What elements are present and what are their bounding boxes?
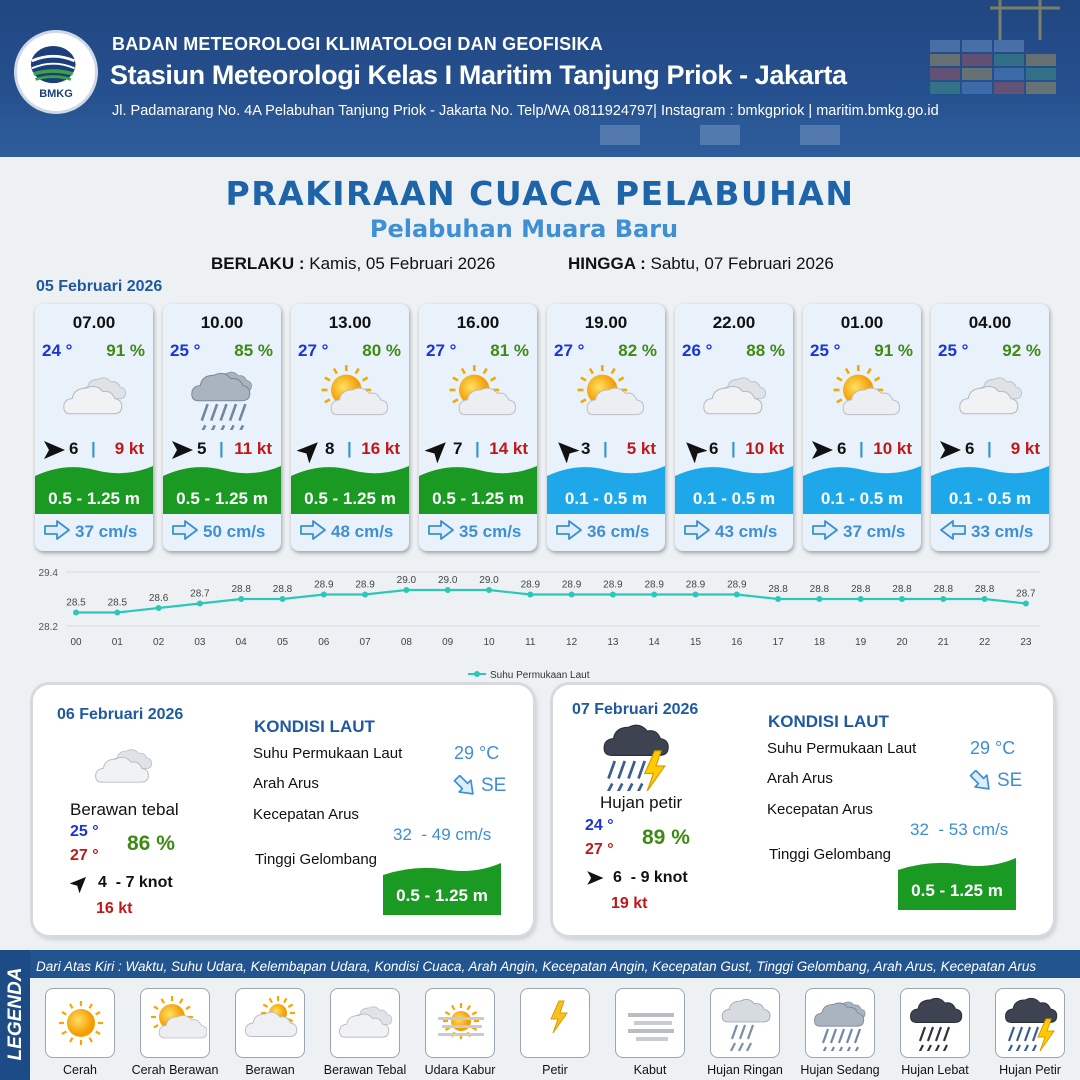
current-arrow (939, 520, 967, 540)
x-tick-label: 09 (442, 637, 454, 648)
data-point (651, 592, 657, 598)
day-humidity: 86 % (127, 832, 175, 855)
legend-item-label: Berawan Tebal (323, 1063, 407, 1077)
weather-icon (311, 364, 391, 430)
data-point (775, 596, 781, 602)
day-gust: 16 kt (96, 900, 133, 917)
wave-height: 0.5 - 1.25 m (48, 489, 140, 508)
wave-height: 0.1 - 0.5 m (692, 489, 776, 508)
day-date: 07 Februari 2026 (572, 701, 699, 718)
wind-direction-icon (41, 437, 67, 463)
legend-item (995, 988, 1065, 1058)
y-tick-label: 29.4 (38, 568, 58, 579)
x-tick-label: 12 (566, 637, 578, 648)
humidity: 81 % (490, 341, 529, 360)
humidity: 82 % (618, 341, 657, 360)
data-label: 29.0 (479, 575, 499, 586)
current-speed-value: 32 - 49 cm/s (393, 825, 492, 844)
udara-kabur-icon (430, 995, 492, 1051)
x-tick-label: 04 (235, 637, 247, 648)
wind-arrow (169, 437, 195, 463)
day-wind-speed: 4 - 7 knot (98, 874, 173, 891)
hujan-sedang-icon (183, 364, 263, 430)
data-point (238, 596, 244, 602)
data-point (569, 592, 575, 598)
data-label: 28.8 (768, 584, 788, 595)
current-direction-arrow (452, 775, 478, 802)
x-tick-label: 00 (70, 637, 82, 648)
legend-item (520, 988, 590, 1058)
current-arrow (555, 520, 583, 540)
legend-item-label: Kabut (633, 1063, 667, 1077)
data-point (280, 596, 286, 602)
wave-height: 0.5 - 1.25 m (304, 489, 396, 508)
wind-speed: 7 (453, 439, 463, 458)
data-label: 28.5 (107, 597, 128, 609)
current-speed-value: 32 - 53 cm/s (910, 820, 1009, 839)
current-speed: 36 cm/s (587, 522, 650, 541)
wind-separator: | (859, 439, 864, 458)
forecast-card (163, 304, 281, 551)
x-tick-label: 21 (937, 637, 949, 648)
current-speed: 33 cm/s (971, 522, 1034, 541)
berawan-tebal-icon (89, 737, 159, 797)
x-tick-label: 13 (607, 637, 619, 648)
data-label: 28.9 (561, 579, 582, 591)
day-wave-value: 0.5 - 1.25 m (911, 881, 1003, 900)
day-condition: Berawan tebal (70, 800, 179, 819)
day-humidity: 89 % (642, 826, 690, 849)
y-tick-label: 28.2 (38, 622, 58, 633)
current-arrow (43, 520, 71, 540)
forecast-card (803, 304, 921, 551)
x-tick-label: 03 (194, 637, 206, 648)
data-point (899, 596, 905, 602)
current-direction-icon (452, 775, 478, 797)
day-panel-06 (33, 685, 533, 935)
validity-to (568, 254, 834, 274)
legend-item-label: Hujan Ringan (707, 1063, 783, 1077)
wind-direction-icon (937, 437, 963, 463)
air-temperature: 25 ° (170, 341, 201, 360)
weather-icon (951, 364, 1031, 430)
legend-item (45, 988, 115, 1058)
data-point (321, 592, 327, 598)
wind-arrow (297, 437, 323, 463)
current-arrow (683, 520, 711, 540)
validity-to-value: Sabtu, 07 Februari 2026 (650, 254, 834, 273)
wind-direction-icon (681, 437, 707, 463)
data-point (197, 601, 203, 607)
day-temp-min: 25 ° (70, 823, 99, 840)
gust-speed: 10 kt (873, 439, 912, 458)
weather-icon (567, 364, 647, 430)
x-tick-label: 06 (318, 637, 330, 648)
sst-label: Suhu Permukaan Laut (767, 740, 917, 757)
forecast-time: 04.00 (968, 313, 1012, 332)
x-tick-label: 23 (1020, 637, 1032, 648)
data-label: 28.9 (727, 579, 747, 591)
data-point (816, 596, 822, 602)
berawan-icon (240, 995, 302, 1051)
validity-from (211, 254, 495, 274)
x-tick-label: 10 (483, 637, 495, 648)
data-label: 28.8 (933, 584, 954, 595)
current-direction-value: SE (997, 770, 1023, 791)
wave-height: 0.1 - 0.5 m (948, 489, 1032, 508)
wave-height: 0.1 - 0.5 m (564, 489, 648, 508)
legend-item-label: Hujan Sedang (800, 1063, 880, 1077)
sst-series-line (76, 590, 1026, 613)
hujan-petir-icon (591, 721, 681, 791)
wind-arrow (681, 437, 707, 463)
day-weather-icon (591, 721, 681, 796)
wind-direction-icon (425, 437, 451, 463)
current-direction-icon (171, 520, 199, 540)
wind-separator: | (91, 439, 96, 458)
legend-label: Suhu Permukaan Laut (490, 670, 590, 681)
legend-item (615, 988, 685, 1058)
current-direction-label: Arah Arus (253, 775, 319, 792)
data-point (156, 605, 162, 611)
forecast-time: 19.00 (584, 313, 628, 332)
berawan-tebal-icon (695, 364, 775, 430)
gust-speed: 9 kt (1010, 439, 1040, 458)
x-tick-label: 01 (111, 637, 123, 648)
data-point (982, 596, 988, 602)
current-arrow (299, 520, 327, 540)
wave-height-label: Tinggi Gelombang (255, 851, 378, 868)
wind-arrow (809, 437, 835, 463)
day-weather-icon (89, 737, 159, 802)
legend-item (900, 988, 970, 1058)
current-direction-icon (427, 520, 455, 540)
berawan-tebal-icon (335, 995, 397, 1051)
kabut-icon (620, 995, 682, 1051)
wind-separator: | (731, 439, 736, 458)
gust-speed: 5 kt (626, 439, 656, 458)
current-direction-icon (939, 520, 967, 540)
legend-item-label: Cerah Berawan (131, 1063, 219, 1077)
current-speed: 48 cm/s (331, 522, 394, 541)
weather-icon (823, 364, 903, 430)
data-label: 29.0 (396, 575, 417, 586)
forecast-time: 22.00 (712, 313, 756, 332)
bmkg-logo (14, 30, 98, 114)
day-wave-value: 0.5 - 1.25 m (396, 886, 488, 905)
hujan-lebat-icon (905, 995, 967, 1051)
data-label: 28.7 (1016, 588, 1036, 600)
forecast-time: 10.00 (200, 313, 244, 332)
legend-item (330, 988, 400, 1058)
day-temp-max: 27 ° (585, 841, 614, 858)
x-tick-label: 07 (359, 637, 371, 648)
current-speed-label: Kecepatan Arus (767, 801, 873, 818)
legend-item (425, 988, 495, 1058)
air-temperature: 25 ° (810, 341, 841, 360)
data-label: 28.8 (850, 584, 871, 595)
page-subtitle: Pelabuhan Muara Baru (369, 215, 679, 243)
current-direction-icon (683, 520, 711, 540)
wind-speed: 8 (325, 439, 335, 458)
air-temperature: 25 ° (938, 341, 969, 360)
current-speed: 50 cm/s (203, 522, 266, 541)
air-temperature: 24 ° (42, 341, 73, 360)
current-speed: 37 cm/s (843, 522, 906, 541)
x-tick-label: 05 (276, 637, 289, 648)
wind-arrow (41, 437, 67, 463)
validity-from-value: Kamis, 05 Februari 2026 (309, 254, 496, 273)
day-date: 06 Februari 2026 (57, 706, 184, 723)
wind-separator: | (987, 439, 992, 458)
cerah-icon (50, 995, 112, 1051)
data-point (734, 592, 740, 598)
cerah-berawan-icon (439, 364, 519, 430)
gust-speed: 10 kt (745, 439, 784, 458)
air-temperature: 26 ° (682, 341, 713, 360)
gust-speed: 9 kt (114, 439, 144, 458)
data-point (445, 587, 451, 593)
x-tick-label: 14 (648, 637, 660, 648)
data-point (403, 587, 409, 593)
legend-item (140, 988, 210, 1058)
hujan-sedang-icon (810, 995, 872, 1051)
station-name: Stasiun Meteorologi Kelas I Maritim Tanjung Priok - Jakarta (110, 60, 847, 90)
legend-item-label: Udara Kabur (424, 1063, 496, 1077)
station-address: Jl. Padamarang No. 4A Pelabuhan Tanjung Priok - Jakarta No. Telp/WA 0811924797| Instagram : bmkgpriok | maritim.bmkg.go.id (112, 103, 939, 119)
legend-description: Dari Atas Kiri : Waktu, Suhu Udara, Kelembapan Udara, Kondisi Cuaca, Arah Angin, Kecepatan Angin, Kecepatan Gust, Tinggi Gelombang, Arah Arus, Kecepatan Arus (36, 959, 1037, 974)
forecast-time: 01.00 (840, 313, 884, 332)
current-direction-icon (811, 520, 839, 540)
page-title: PRAKIRAAN CUACA PELABUHAN (225, 174, 855, 213)
legend-item-label: Hujan Lebat (901, 1063, 969, 1077)
forecast-time: 13.00 (328, 313, 372, 332)
legend-title: LEGENDA (5, 967, 26, 1061)
current-arrow (427, 520, 455, 540)
sea-condition-title: KONDISI LAUT (254, 717, 375, 736)
x-tick-label: 15 (689, 637, 702, 648)
wind-speed: 3 (581, 439, 591, 458)
humidity: 91 % (874, 341, 913, 360)
forecast-time: 07.00 (72, 313, 116, 332)
wind-arrow (425, 437, 451, 463)
sst-line-chart (0, 562, 1080, 687)
data-label: 28.9 (603, 579, 623, 591)
legend-item (710, 988, 780, 1058)
validity-from-label: BERLAKU : (211, 254, 305, 273)
berawan-tebal-icon (55, 364, 135, 430)
wind-direction-icon (70, 873, 90, 893)
data-point (73, 610, 79, 616)
current-direction-arrow (968, 770, 994, 797)
current-direction-icon (968, 770, 994, 792)
data-point (858, 596, 864, 602)
data-label: 28.9 (644, 579, 664, 591)
wind-direction-icon (169, 437, 195, 463)
air-temperature: 27 ° (554, 341, 585, 360)
current-arrow (171, 520, 199, 540)
wind-separator: | (219, 439, 224, 458)
wind-separator: | (475, 439, 480, 458)
agency-name: BADAN METEOROLOGI KLIMATOLOGI DAN GEOFISIKA (112, 34, 603, 54)
data-label: 28.8 (809, 584, 830, 595)
day-wind-arrow (585, 868, 605, 893)
data-label: 28.5 (66, 597, 86, 609)
wind-direction-icon (297, 437, 323, 463)
wind-speed: 6 (965, 439, 975, 458)
weather-icon (55, 364, 135, 430)
humidity: 85 % (234, 341, 273, 360)
day-condition: Hujan petir (600, 793, 683, 812)
current-speed: 43 cm/s (715, 522, 778, 541)
data-label: 28.7 (190, 588, 210, 600)
wind-arrow (553, 437, 579, 463)
current-direction-icon (555, 520, 583, 540)
data-label: 28.6 (148, 593, 169, 604)
current-speed: 35 cm/s (459, 522, 522, 541)
x-tick-label: 17 (772, 637, 784, 648)
wave-height-label: Tinggi Gelombang (769, 846, 892, 863)
validity-to-label: HINGGA : (568, 254, 646, 273)
logo-text: BMKG (39, 88, 73, 100)
x-tick-label: 19 (855, 637, 867, 648)
hujan-ringan-icon (715, 995, 777, 1051)
x-tick-label: 11 (525, 637, 536, 648)
cerah-berawan-icon (145, 995, 207, 1051)
data-label: 28.9 (355, 579, 375, 591)
wave-height: 0.1 - 0.5 m (820, 489, 904, 508)
legend-item (235, 988, 305, 1058)
data-label: 28.8 (892, 584, 912, 595)
current-direction-icon (43, 520, 71, 540)
legend-item-label: Petir (542, 1063, 568, 1077)
humidity: 88 % (746, 341, 785, 360)
forecast-card (547, 304, 665, 551)
forecast-card (931, 304, 1049, 551)
berawan-tebal-icon (951, 364, 1031, 430)
data-point (693, 592, 699, 598)
humidity: 92 % (1002, 341, 1041, 360)
legend-item-label: Hujan Petir (999, 1063, 1061, 1077)
x-tick-label: 16 (731, 637, 743, 648)
sst-value: 29 °C (970, 738, 1016, 758)
x-tick-label: 22 (979, 637, 991, 648)
forecast-card (291, 304, 409, 551)
wind-direction-icon (585, 868, 605, 888)
data-point (940, 596, 946, 602)
wind-speed: 6 (69, 439, 79, 458)
x-tick-label: 08 (400, 637, 412, 648)
x-tick-label: 20 (896, 637, 908, 648)
legend-item-label: Berawan (245, 1063, 295, 1077)
header-banner (0, 0, 1080, 157)
current-arrow (811, 520, 839, 540)
wind-speed: 5 (197, 439, 207, 458)
data-point (362, 592, 368, 598)
current-speed: 37 cm/s (75, 522, 138, 541)
petir-icon (525, 995, 587, 1051)
wind-direction-icon (553, 437, 579, 463)
data-label: 28.8 (974, 584, 995, 595)
day-temp-max: 27 ° (70, 847, 99, 864)
data-label: 28.9 (685, 579, 706, 591)
day-gust: 19 kt (611, 895, 648, 912)
day-wind-speed: 6 - 9 knot (613, 869, 688, 886)
current-direction-label: Arah Arus (767, 770, 833, 787)
data-label: 29.0 (437, 575, 458, 586)
gust-speed: 16 kt (361, 439, 400, 458)
forecast-time: 16.00 (456, 313, 500, 332)
current-direction-icon (299, 520, 327, 540)
wind-separator: | (347, 439, 352, 458)
wind-separator: | (603, 439, 608, 458)
wind-speed: 6 (837, 439, 847, 458)
data-label: 28.8 (272, 584, 293, 595)
data-point (486, 587, 492, 593)
day-wind-arrow (70, 873, 90, 898)
data-point (1023, 601, 1029, 607)
day-panel-07 (553, 685, 1053, 935)
data-label: 28.8 (231, 584, 251, 595)
wind-direction-icon (809, 437, 835, 463)
weather-icon (695, 364, 775, 430)
sea-condition-title: KONDISI LAUT (768, 712, 889, 731)
x-tick-label: 18 (813, 637, 825, 648)
legend-item (805, 988, 875, 1058)
gust-speed: 11 kt (234, 439, 272, 458)
sst-value: 29 °C (454, 743, 500, 763)
cerah-berawan-icon (311, 364, 391, 430)
current-direction-value: SE (481, 775, 507, 796)
data-label: 28.9 (520, 579, 541, 591)
data-point (114, 610, 120, 616)
gust-speed: 14 kt (489, 439, 528, 458)
day1-date: 05 Februari 2026 (36, 278, 163, 295)
weather-icon (183, 364, 263, 430)
forecast-card (419, 304, 537, 551)
hujan-petir-icon (1000, 995, 1062, 1051)
air-temperature: 27 ° (298, 341, 329, 360)
cerah-berawan-icon (567, 364, 647, 430)
wave-height: 0.5 - 1.25 m (176, 489, 268, 508)
weather-icon (439, 364, 519, 430)
air-temperature: 27 ° (426, 341, 457, 360)
data-label: 28.9 (314, 579, 334, 591)
forecast-card (35, 304, 153, 551)
data-point (527, 592, 533, 598)
sst-label: Suhu Permukaan Laut (253, 745, 403, 762)
x-tick-label: 02 (153, 637, 165, 648)
wave-height: 0.5 - 1.25 m (432, 489, 524, 508)
humidity: 91 % (106, 341, 145, 360)
current-speed-label: Kecepatan Arus (253, 806, 359, 823)
data-point (610, 592, 616, 598)
wind-speed: 6 (709, 439, 719, 458)
day-temp-min: 24 ° (585, 817, 614, 834)
humidity: 80 % (362, 341, 401, 360)
cerah-berawan-icon (823, 364, 903, 430)
legend-item-label: Cerah (62, 1063, 98, 1077)
forecast-card (675, 304, 793, 551)
legend-marker (474, 671, 480, 677)
wind-arrow (937, 437, 963, 463)
